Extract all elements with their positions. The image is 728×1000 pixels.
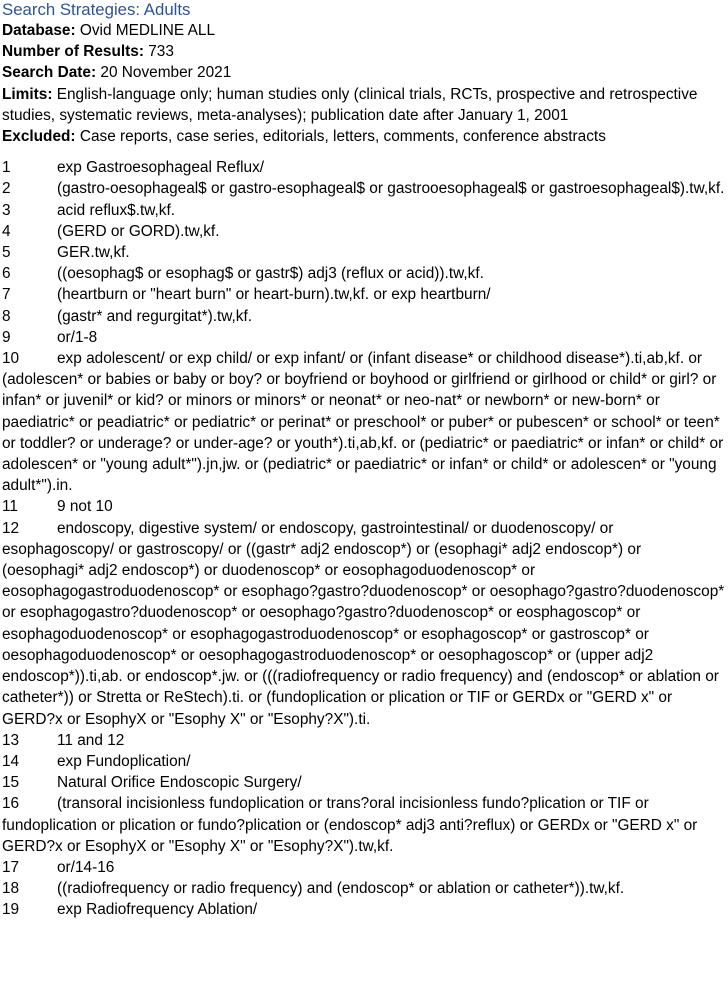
line-number: 3	[2, 201, 11, 219]
strategy-line	[2, 793, 726, 857]
line-text: or/14-16	[57, 858, 115, 876]
strategy-line	[2, 200, 726, 221]
strategy-line	[2, 857, 726, 878]
line-number: 7	[2, 286, 11, 304]
strategy-line	[2, 899, 726, 920]
strategy-line	[2, 327, 726, 348]
strategy-line	[2, 751, 726, 772]
line-text: exp adolescent/ or exp child/ or exp infant/ or (infant disease* or childhood disease*).ti,ab,kf. or (adolescen* or babies or baby or boy? or boyfriend or boyhood or girlfriend or girlhood or child* or girl? or infan* or juvenil* or kid? or minors or minors* or neonat* or neo-nat* or newborn* or new-born* or paediatric* or peadiatric* or pediatric* or perinat* or preschool* or puber* or pubescen* or school* or teen* or toddler? or underage? or under-age? or youth*).ti,ab,kf. or (pediatric* or paediatric* or infan* or child* or adolescen* or "young adult*").jn,jw. or (pediatric* or paediatric* or infan* or child* or adolescen* or "young adult*").in.	[2, 350, 724, 495]
meta-value: 20 November 2021	[96, 64, 232, 82]
page-title: Search Strategies: Adults	[2, 0, 191, 19]
meta-search-date	[2, 62, 726, 83]
line-text: exp Fundoplication/	[57, 752, 191, 770]
line-text: (GERD or GORD).tw,kf.	[57, 222, 220, 240]
line-number: 16	[2, 795, 20, 813]
strategy-line	[2, 772, 726, 793]
line-number: 4	[2, 222, 11, 240]
meta-database	[2, 20, 726, 41]
line-text: (transoral incisionless fundoplication or trans?oral incisionless fundo?plication or TIF or fundoplication or plication or fundo?plication or (endoscop* adj3 anti?reflux) or GERDx or "GERD x" or GERD?x or EsophyX or "Esophy X" or "Esophy?X").tw,kf.	[2, 795, 698, 855]
line-text: (heartburn or "heart burn" or heart-burn).tw,kf. or exp heartburn/	[57, 286, 491, 304]
line-text: or/1-8	[57, 328, 98, 346]
line-text: Natural Orifice Endoscopic Surgery/	[57, 774, 302, 792]
strategy-line	[2, 263, 726, 284]
strategy-line	[2, 730, 726, 751]
line-text: (gastr* and regurgitat*).tw,kf.	[57, 307, 253, 325]
meta-value: Ovid MEDLINE ALL	[75, 22, 216, 39]
line-text: 9 not 10	[57, 498, 113, 516]
line-number: 1	[2, 159, 11, 177]
line-number: 15	[2, 774, 20, 792]
line-text: acid reflux$.tw,kf.	[57, 201, 176, 219]
strategy-line	[2, 496, 726, 517]
meta-value: English-language only; human studies only (clinical trials, RCTs, prospective and retrospective studies, systematic reviews, meta-analyses); publication date after January 1, 2001	[2, 85, 698, 124]
strategy-line	[2, 306, 726, 327]
strategy-line	[2, 221, 726, 242]
line-number: 5	[2, 244, 11, 262]
line-number: 9	[2, 328, 11, 346]
line-number: 12	[2, 519, 20, 537]
meta-label: Search Date:	[2, 64, 97, 82]
meta-label: Number of Results:	[2, 43, 144, 61]
line-number: 10	[2, 350, 20, 368]
meta-label: Limits:	[2, 85, 53, 103]
line-text: ((radiofrequency or radio frequency) and (endoscop* or ablation or catheter*)).tw,kf.	[57, 880, 625, 898]
line-number: 17	[2, 858, 20, 876]
strategy-line	[2, 178, 726, 199]
strategy-line	[2, 878, 726, 899]
meta-value: 733	[143, 43, 174, 61]
line-number: 18	[2, 880, 20, 898]
line-number: 2	[2, 180, 11, 198]
strategy-line	[2, 348, 726, 496]
line-text: endoscopy, digestive system/ or endoscopy, gastrointestinal/ or duodenoscopy/ or esophagoscopy/ or gastroscopy/ or ((gastr* adj2 endoscop*) or (esophagi* adj2 endoscop*) or (oesophagi* adj2 endoscop*) or duodenoscop* or eosophagoduodenoscop* or eosophagogastroduodenoscop* or esophago?gastro?duodenoscop* or oesophago?gastro?duodenoscop* or esophagogastro?duodenoscop* or oesophago?gastro?duodenoscop* or eosphagoscop* or esophagoduodenoscop* or esophagogastroduodenoscop* or esophagoscop* or gastroscop* or oesophagoduodenoscop* or oesophagogastroduodenoscop* or oesophagoscop* or (upper adj2 endoscop*)).ti,ab. or endoscop*.jw. or (((radiofrequency or radio frequency) and (endoscop* or ablation or catheter*)) or Stretta or ReStech).ti. or (fundoplication or plication or TIF or GERDx or "GERD x" or GERD?x or EsophyX or "Esophy X" or "Esophy?X").ti.	[2, 519, 725, 728]
line-text: exp Gastroesophageal Reflux/	[57, 159, 265, 177]
meta-value: Case reports, case series, editorials, letters, comments, conference abstracts	[75, 128, 606, 146]
meta-excluded	[2, 126, 726, 147]
strategy-line	[2, 284, 726, 305]
line-number: 6	[2, 265, 11, 283]
meta-label: Database:	[2, 22, 76, 39]
line-text: ((oesophag$ or esophag$ or gastr$) adj3 (reflux or acid)).tw,kf.	[57, 265, 484, 283]
line-number: 8	[2, 307, 11, 325]
line-text: 11 and 12	[57, 731, 125, 749]
line-number: 14	[2, 752, 20, 770]
search-strategy-lines	[2, 157, 726, 920]
line-number: 19	[2, 901, 20, 919]
line-text: GER.tw,kf.	[57, 244, 130, 262]
line-text: (gastro-oesophageal$ or gastro-esophageal$ or gastrooesophageal$ or gastroesophageal$).tw,kf.	[57, 180, 725, 198]
strategy-line	[2, 518, 726, 730]
strategy-line	[2, 242, 726, 263]
meta-limits	[2, 84, 726, 126]
strategy-line	[2, 157, 726, 178]
meta-number-of-results	[2, 41, 726, 62]
line-text: exp Radiofrequency Ablation/	[57, 901, 258, 919]
search-metadata	[2, 20, 726, 147]
meta-label: Excluded:	[2, 128, 76, 146]
line-number: 11	[2, 498, 18, 516]
line-number: 13	[2, 731, 20, 749]
